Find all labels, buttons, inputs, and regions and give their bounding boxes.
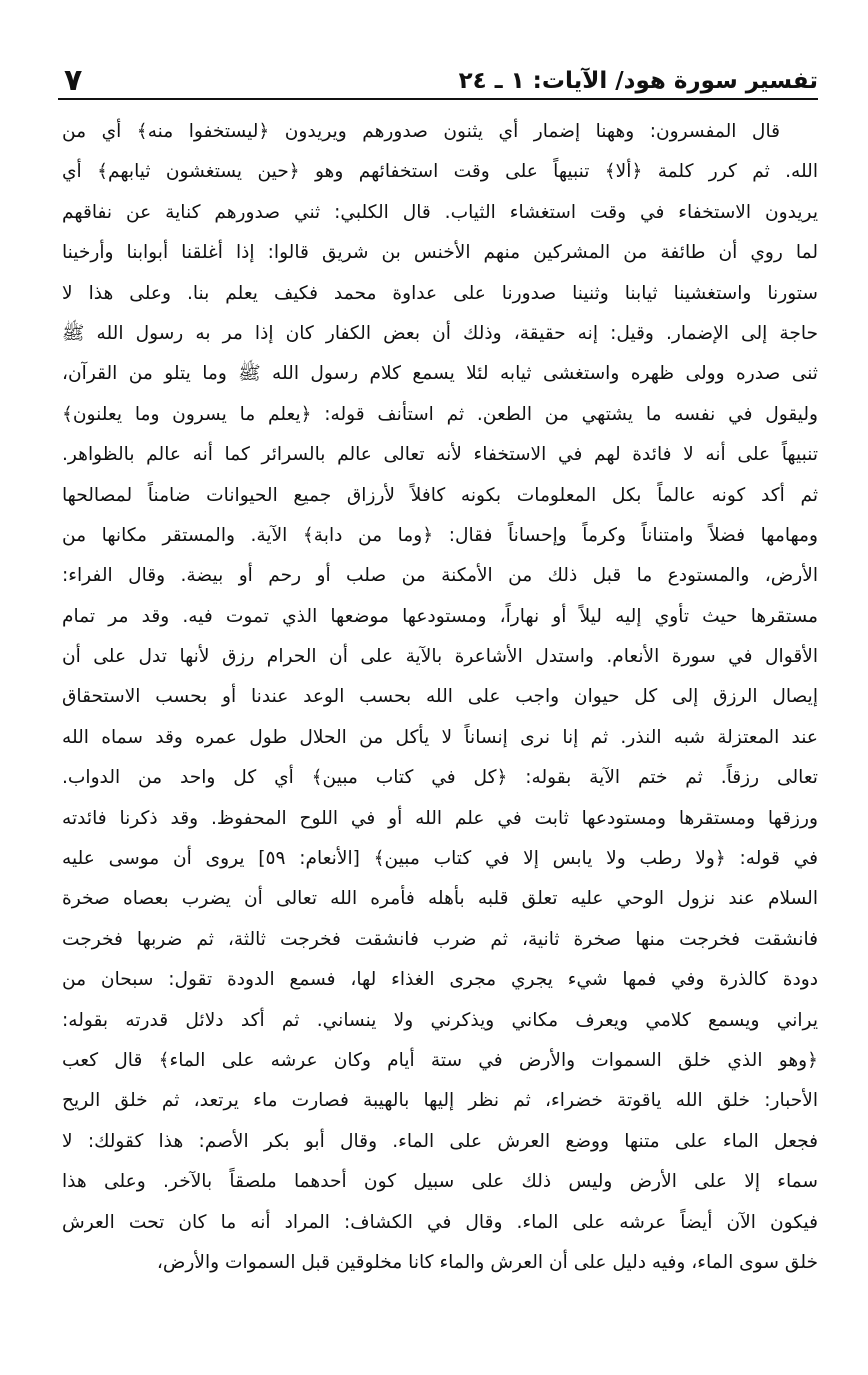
running-title: تفسير سورة هود/ الآيات: ١ ـ ٢٤ bbox=[458, 68, 818, 94]
text-line: السلام عند نزول الوحي عليه تعلق قلبه بأهله فأمره الله تعالى أن يضرب بعصاه صخرة bbox=[62, 888, 818, 910]
text-line: إيصال الرزق إلى كل حيوان واجب على الله بحسب الوعد عندنا أو بحسب الاستحقاق bbox=[62, 686, 818, 708]
text-line: الأحبار: خلق الله ياقوتة خضراء، ثم نظر إليها بالهيبة فصارت ماء يرتعد، ثم خلق الريح bbox=[62, 1090, 818, 1112]
text-line: ثنى صدره وولى ظهره واستغشى ثيابه لئلا يسمع كلام رسول الله ﷺ وما يتلو من القرآن، bbox=[62, 363, 818, 385]
text-line: ثم أكد كونه عالماً بكل المعلومات بكونه كافلاً لأرزاق جميع الحيوانات ضامناً لمصالحها bbox=[62, 484, 818, 506]
text-line: خلق سوى الماء، وفيه دليل على أن العرش والماء كانا مخلوقين قبل السموات والأرض، bbox=[156, 1251, 818, 1273]
running-header bbox=[58, 52, 818, 96]
text-line: يريدون الاستخفاء في وقت استغشاء الثياب. قال الكلبي: ثني صدورهم كناية عن نفاقهم bbox=[62, 201, 818, 223]
header-rule bbox=[58, 98, 818, 100]
text-line: فانشقت فخرجت منها صخرة ثانية، ثم ضرب فانشقت فخرجت ثالثة، ثم ضربها فخرجت bbox=[62, 928, 818, 950]
text-line: ورزقها ومستقرها ومستودعها ثابت في علم الله أو في اللوح المحفوظ. وقد ذكرنا فائدته bbox=[62, 807, 818, 829]
text-line: وليقول في نفسه ما يشتهي من الطعن. ثم استأنف قوله: ﴿يعلم ما يسرون وما يعلنون﴾ bbox=[62, 403, 818, 425]
body-text bbox=[62, 112, 818, 1283]
text-line: حاجة إلى الإضمار. وقيل: إنه حقيقة، وذلك أن بعض الكفار كان إذا مر به رسول الله ﷺ bbox=[62, 322, 818, 344]
text-line: ومهامها فضلاً وامتناناً وكرماً وإحساناً فقال: ﴿وما من دابة﴾ الآية. والمستقر مكانها من bbox=[62, 524, 818, 546]
text-line: عند المعتزلة شبه النذر. ثم إنا نرى إنساناً لا يأكل من الحلال طول عمره وقد سماه الله bbox=[62, 726, 818, 748]
text-line: الأقوال في سورة الأنعام. واستدل الأشاعرة بالآية على أن الحرام رزق لأنها تدل على أن bbox=[62, 646, 818, 668]
text-line: تعالى رزقاً. ثم ختم الآية بقوله: ﴿كل في كتاب مبين﴾ أي كل واحد من الدواب. bbox=[62, 767, 818, 789]
text-line: دودة كالذرة وفي فمها شيء يجري مجرى الغذاء لها، فسمع الدودة تقول: سبحان من bbox=[62, 969, 818, 991]
text-line: الأرض، والمستودع ما قبل ذلك من الأمكنة من صلب أو رحم أو بيضة. وقال الفراء: bbox=[62, 565, 818, 587]
text-line: في قوله: ﴿ولا رطب ولا يابس إلا في كتاب مبين﴾ [الأنعام: ٥٩] يروى أن موسى عليه bbox=[62, 848, 818, 870]
text-line: مستقرها حيث تأوي إليه ليلاً أو نهاراً، ومستودعها موضعها الذي تموت فيه. وقد مر تمام bbox=[62, 605, 818, 627]
text-line: فيكون الآن أيضاً عرشه على الماء. وقال في الكشاف: المراد أنه ما كان تحت العرش bbox=[62, 1211, 818, 1233]
text-line: فجعل الماء على متنها ووضع العرش على الماء. وقال أبو بكر الأصم: هذا كقولك: لا bbox=[62, 1130, 818, 1152]
page-number: ٧ bbox=[64, 63, 83, 98]
text-line: الله. ثم كرر كلمة ﴿ألا﴾ تنبيهاً على وقت استخفائهم وهو ﴿حين يستغشون ثيابهم﴾ أي bbox=[62, 161, 818, 183]
text-line: لما روي أن طائفة من المشركين منهم الأخنس بن شريق قالوا: إذا أغلقنا أبوابنا وأرخينا bbox=[62, 242, 818, 264]
text-line: ﴿وهو الذي خلق السموات والأرض في ستة أيام وكان عرشه على الماء﴾ قال كعب bbox=[62, 1049, 818, 1071]
text-line: يراني ويسمع كلامي ويعرف مكاني ويذكرني ولا ينساني. ثم أكد دلائل قدرته بقوله: bbox=[62, 1009, 818, 1031]
text-line: قال المفسرون: وههنا إضمار أي يثنون صدورهم ويريدون ﴿ليستخفوا منه﴾ أي من bbox=[62, 121, 780, 142]
text-line: سماء إلا على الأرض وليس ذلك على سبيل كون أحدهما ملصقاً بالآخر. وعلى هذا bbox=[62, 1171, 818, 1193]
text-line: ستورنا واستغشينا ثيابنا وثنينا صدورنا على عداوة محمد فكيف يعلم بنا. وعلى هذا لا bbox=[62, 282, 818, 304]
text-line: تنبيهاً على أنه لا فائدة لهم في الاستخفاء لأنه تعالى عالم بالسرائر كما أنه عالم بالظواهر. bbox=[62, 444, 818, 466]
